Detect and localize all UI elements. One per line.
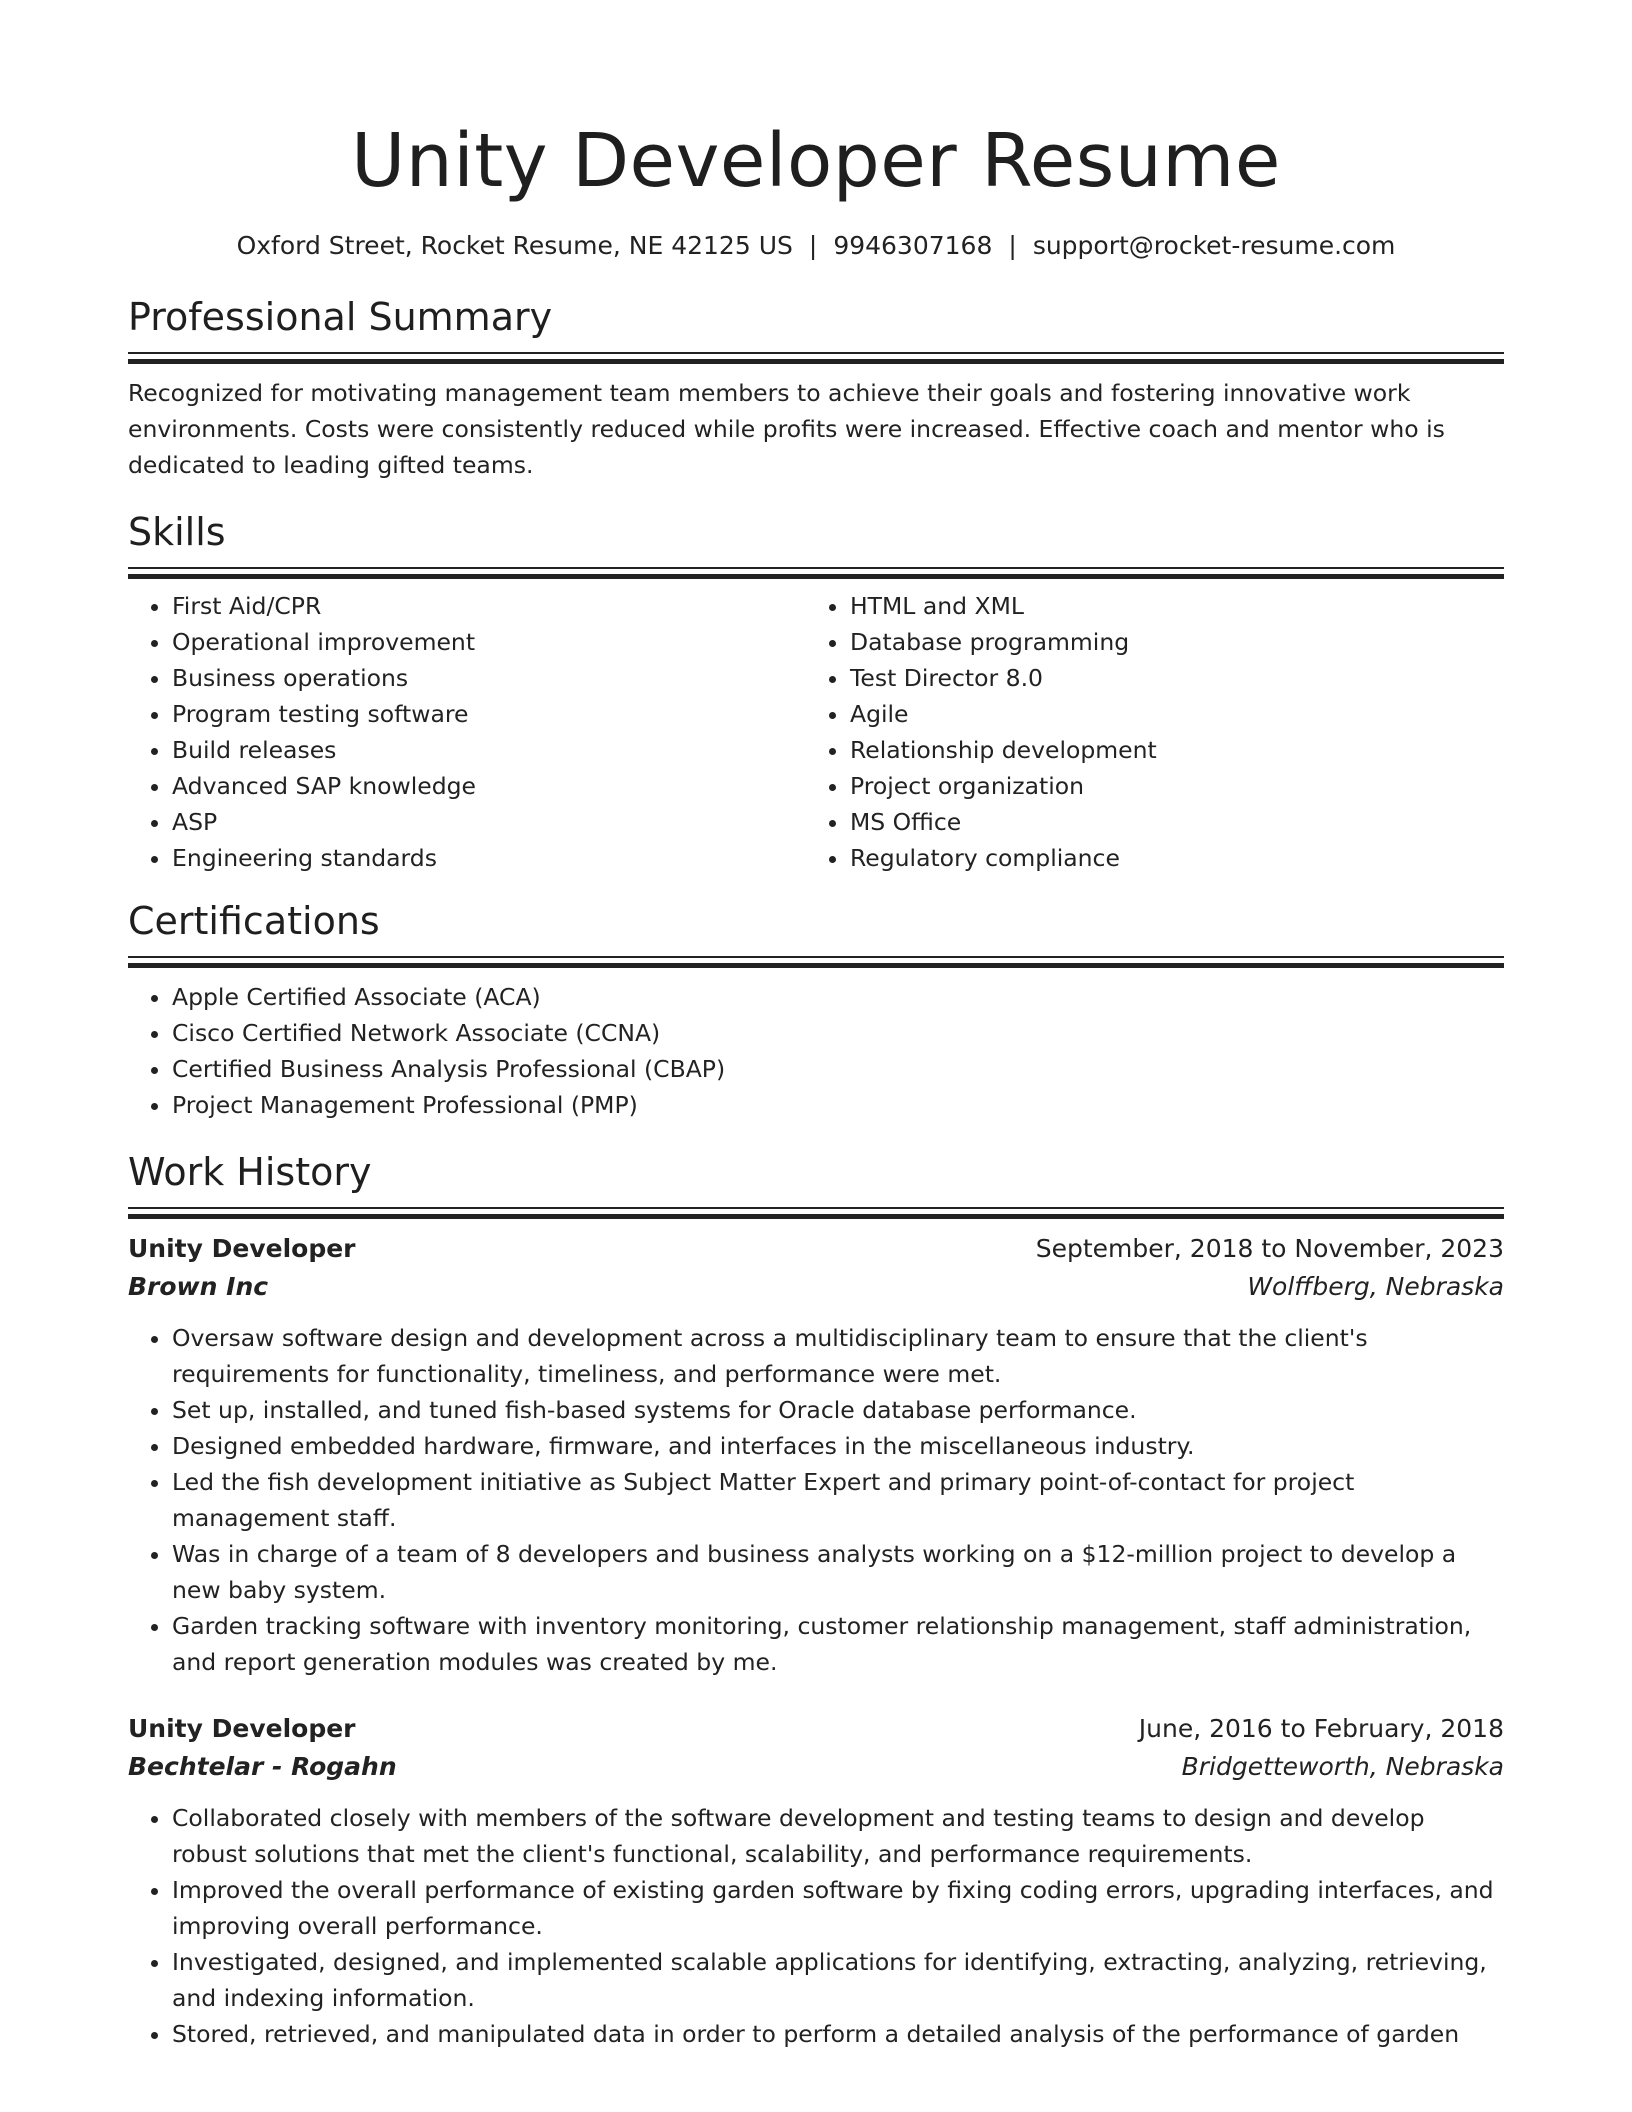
- section-heading-summary: Professional Summary: [128, 295, 553, 339]
- contact-email: support@rocket-resume.com: [1032, 231, 1396, 260]
- job-duty: • Stored, retrieved, and manipulated data in order to perform a detailed analysis of the performance of garden: [172, 2016, 1504, 2052]
- contact-line: [128, 230, 1504, 262]
- skill-item: • Database programming: [850, 624, 1484, 660]
- skill-item: • Business operations: [172, 660, 806, 696]
- section-divider: [128, 956, 1504, 969]
- certification-item: • Cisco Certified Network Associate (CCNA): [172, 1015, 1504, 1051]
- job-duty: • Oversaw software design and development across a multidisciplinary team to ensure that the client's requirements for functionality, timeliness, and performance were met.: [172, 1320, 1504, 1392]
- contact-separator: |: [808, 231, 818, 260]
- job-title: Unity Developer: [128, 1714, 356, 1743]
- job-header-row: [128, 1710, 1504, 1748]
- job-company-row: [128, 1748, 1504, 1786]
- contact-address: Oxford Street, Rocket Resume, NE 42125 US: [236, 231, 793, 260]
- job-company: Brown Inc: [128, 1272, 269, 1301]
- skill-item: • Advanced SAP knowledge: [172, 768, 806, 804]
- job-duty: • Garden tracking software with inventory monitoring, customer relationship management, staff administration, and report generation modules was created by me.: [172, 1608, 1504, 1680]
- skills-left-list: [128, 588, 806, 876]
- section-divider: [128, 1207, 1504, 1220]
- skill-item: • Agile: [850, 696, 1484, 732]
- skill-item: • First Aid/CPR: [172, 588, 806, 624]
- job-duties-list: [128, 1320, 1504, 1680]
- job-company: Bechtelar - Rogahn: [128, 1752, 397, 1781]
- summary-section: [128, 294, 1504, 483]
- skill-item: • Regulatory compliance: [850, 840, 1484, 876]
- skill-item: • Program testing software: [172, 696, 806, 732]
- job-entry: [128, 1230, 1504, 1680]
- skill-item: • Test Director 8.0: [850, 660, 1484, 696]
- skills-columns: [128, 588, 1504, 876]
- job-duty: • Set up, installed, and tuned fish-based systems for Oracle database performance.: [172, 1392, 1504, 1428]
- resume-title: Unity Developer Resume: [351, 118, 1281, 204]
- summary-text: Recognized for motivating management team members to achieve their goals and fostering innovative work environments. Costs were consistently reduced while profits were increased. Effective coach and mentor who is dedicated to leading gifted teams.: [128, 379, 1445, 479]
- certification-item: • Certified Business Analysis Professional (CBAP): [172, 1051, 1504, 1087]
- section-heading-skills: Skills: [128, 510, 226, 554]
- section-divider: [128, 567, 1504, 580]
- certifications-section: [128, 898, 1504, 1123]
- skill-item: • Operational improvement: [172, 624, 806, 660]
- job-duty: • Investigated, designed, and implemented scalable applications for identifying, extracting, analyzing, retrieving, and indexing information.: [172, 1944, 1504, 2016]
- job-entry: [128, 1710, 1504, 2052]
- job-duty: • Collaborated closely with members of the software development and testing teams to design and develop robust solutions that met the client's functional, scalability, and performance requirements.: [172, 1800, 1504, 1872]
- skill-item: • Engineering standards: [172, 840, 806, 876]
- job-title: Unity Developer: [128, 1234, 356, 1263]
- skills-section: [128, 509, 1504, 876]
- job-header-row: [128, 1230, 1504, 1268]
- skill-item: • Build releases: [172, 732, 806, 768]
- work-history-section: [128, 1149, 1504, 2052]
- job-duty: • Improved the overall performance of existing garden software by fixing coding errors, upgrading interfaces, and improving overall performance.: [172, 1872, 1504, 1944]
- job-duty: • Designed embedded hardware, firmware, and interfaces in the miscellaneous industry.: [172, 1428, 1504, 1464]
- job-dates: June, 2016 to February, 2018: [1138, 1714, 1504, 1743]
- contact-phone: 9946307168: [833, 231, 993, 260]
- skill-item: • ASP: [172, 804, 806, 840]
- certifications-list: [128, 979, 1504, 1123]
- job-location: Bridgetteworth, Nebraska: [1181, 1752, 1504, 1781]
- skill-item: • Project organization: [850, 768, 1484, 804]
- certification-item: • Project Management Professional (PMP): [172, 1087, 1504, 1123]
- job-location: Wolffberg, Nebraska: [1247, 1272, 1504, 1301]
- resume-page: [128, 0, 1504, 2052]
- skill-item: • MS Office: [850, 804, 1484, 840]
- job-duty: • Led the fish development initiative as Subject Matter Expert and primary point-of-contact for project management staff.: [172, 1464, 1504, 1536]
- certification-item: • Apple Certified Associate (ACA): [172, 979, 1504, 1015]
- contact-separator: |: [1008, 231, 1017, 260]
- skills-right-list: [806, 588, 1484, 876]
- section-divider: [128, 352, 1504, 365]
- job-dates: September, 2018 to November, 2023: [1035, 1234, 1504, 1263]
- skill-item: • Relationship development: [850, 732, 1484, 768]
- section-heading-work-history: Work History: [128, 1150, 372, 1194]
- job-duty: • Was in charge of a team of 8 developers and business analysts working on a $12-million project to develop a new baby system.: [172, 1536, 1504, 1608]
- job-company-row: [128, 1268, 1504, 1306]
- section-heading-certifications: Certifications: [128, 899, 380, 943]
- skill-item: • HTML and XML: [850, 588, 1484, 624]
- job-duties-list: [128, 1800, 1504, 2052]
